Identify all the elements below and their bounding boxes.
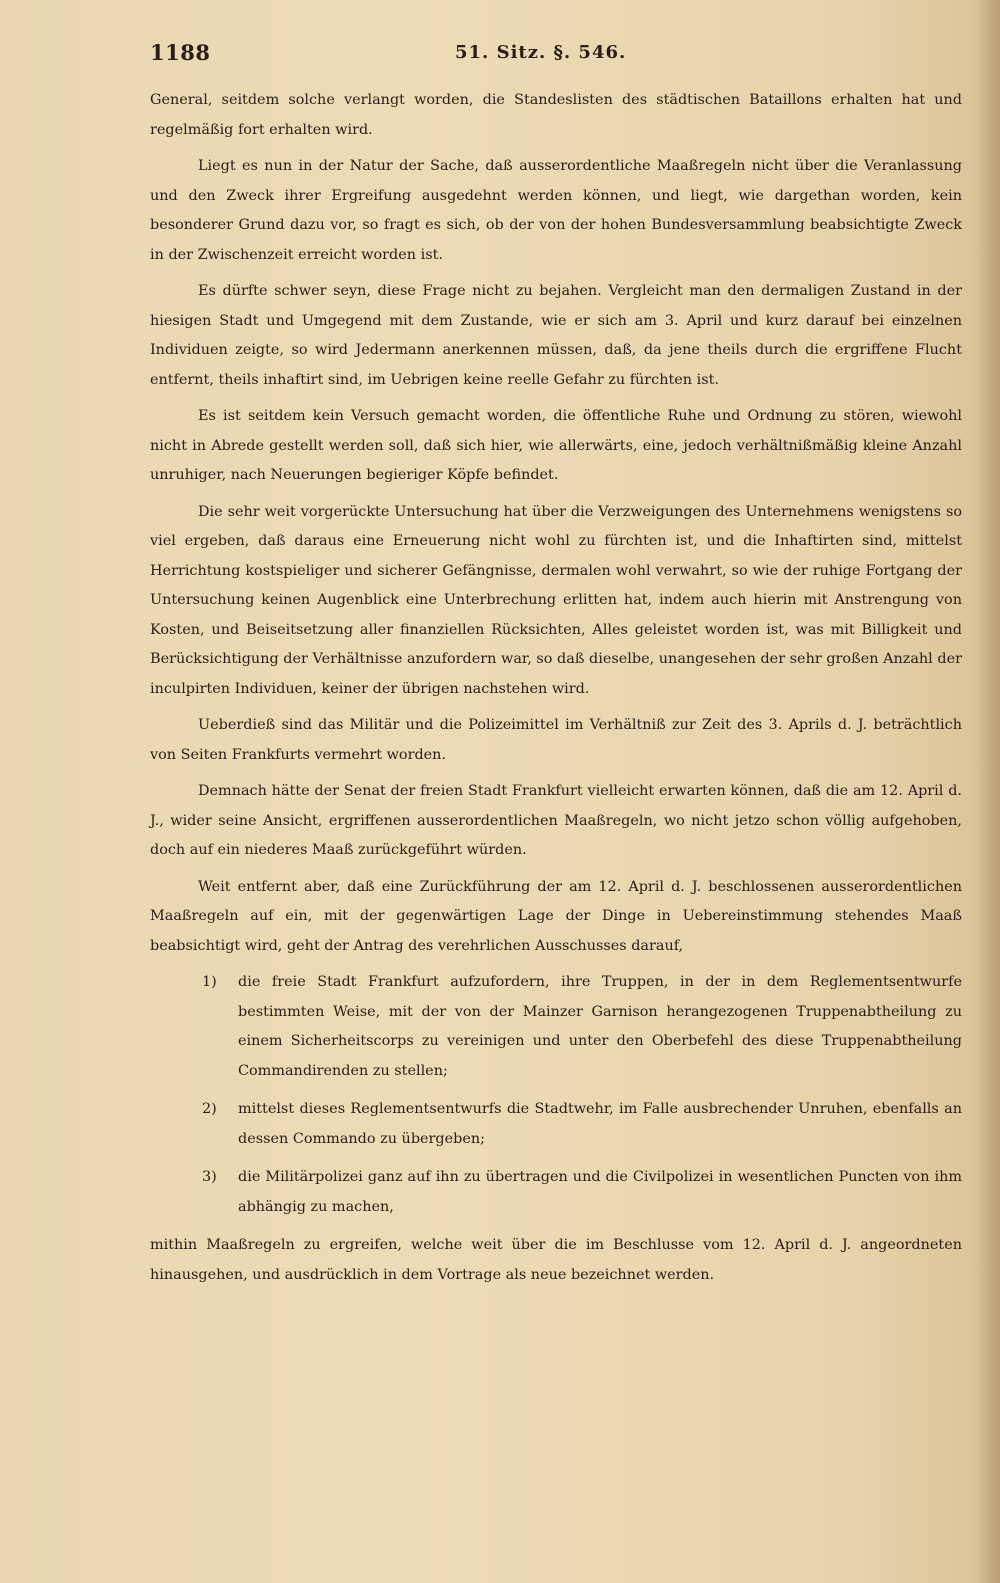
list-item-number: 1) bbox=[202, 974, 217, 990]
numbered-list bbox=[150, 968, 962, 1222]
paragraph: Liegt es nun in der Natur der Sache, daß ausserordentliche Maaßregeln nicht über die Veranlassung und den Zweck ihrer Ergreifung ausgedehnt werden können, und liegt, wie dargethan worden, kein besonderer Grund dazu vor, so fragt es sich, ob der von der hohen Bundesversammlung beabsichtigte Zweck in der Zwischenzeit erreicht worden ist. bbox=[150, 158, 962, 263]
closing-paragraph: mithin Maaßregeln zu ergreifen, welche weit über die im Beschlusse vom 12. April d. J. angeordneten hinausgehen, und ausdrücklich in dem Vortrage als neue bezeichnet werden. bbox=[150, 1237, 962, 1283]
paragraph: Demnach hätte der Senat der freien Stadt Frankfurt vielleicht erwarten können, daß die am 12. April d. J., wider seine Ansicht, ergriffenen ausserordentlichen Maaßregeln, wo nicht jetzo schon völlig aufgehoben, doch auf ein niederes Maaß zurückgeführt würden. bbox=[150, 783, 962, 858]
page-edge-shadow bbox=[974, 0, 1000, 1583]
list-item-text: die Militärpolizei ganz auf ihn zu übertragen und die Civilpolizei in wesentlichen Puncten von ihm abhängig zu machen, bbox=[238, 1169, 962, 1215]
list-item-text: die freie Stadt Frankfurt aufzufordern, ihre Truppen, in der in dem Reglementsentwurfe bestimmten Weise, mit der von der Mainzer Garnison herangezogenen Truppenabtheilung zu einem Sicherheitscorps zu vereinigen und unter den Oberbefehl des diese Truppenabtheilung Commandirenden zu stellen; bbox=[238, 974, 962, 1079]
paragraph: General, seitdem solche verlangt worden, die Standeslisten des städtischen Bataillons erhalten hat und regelmäßig fort erhalten wird. bbox=[150, 92, 962, 138]
list-item-number: 3) bbox=[202, 1169, 217, 1185]
page-number: 1188 bbox=[150, 40, 211, 65]
list-item bbox=[150, 1095, 962, 1154]
list-item-number: 2) bbox=[202, 1101, 217, 1117]
paragraph: Es dürfte schwer seyn, diese Frage nicht zu bejahen. Vergleicht man den dermaligen Zustand in der hiesigen Stadt und Umgegend mit dem Zustande, wie er sich am 3. April und kurz darauf bei einzelnen Individuen zeigte, so wird Jedermann anerkennen müssen, daß, da jene theils durch die ergriffene Flucht entfernt, theils inhaftirt sind, im Uebrigen keine reelle Gefahr zu fürchten ist. bbox=[150, 283, 962, 388]
running-head: 51. Sitz. §. 546. bbox=[455, 42, 627, 63]
paragraph: Weit entfernt aber, daß eine Zurückführung der am 12. April d. J. beschlossenen ausserordentlichen Maaßregeln auf ein, mit der gegenwärtigen Lage der Dinge in Uebereinstimmung stehendes Maaß beabsichtigt wird, geht der Antrag des verehrlichen Ausschusses darauf, bbox=[150, 878, 962, 954]
list-item bbox=[150, 968, 962, 1086]
page-header bbox=[150, 40, 960, 70]
list-item bbox=[150, 1163, 962, 1222]
page-body bbox=[150, 86, 962, 1297]
paragraph: Die sehr weit vorgerückte Untersuchung hat über die Verzweigungen des Unternehmens wenigstens so viel ergeben, daß daraus eine Erneuerung nicht wohl zu fürchten ist, und die Inhaftirten sind, mittelst Herrichtung kostspieliger und sicherer Gefängnisse, dermalen wohl verwahrt, so wie der ruhige Fortgang der Untersuchung keinen Augenblick eine Unterbrechung erlitten hat, indem auch hierin mit Anstrengung von Kosten, und Beiseitsetzung aller finanziellen Rücksichten, Alles geleistet worden ist, was mit Billigkeit und Berücksichtigung der Verhältnisse anzufordern war, so daß dieselbe, unangesehen der sehr großen Anzahl der inculpirten Individuen, keiner der übrigen nachstehen wird. bbox=[150, 503, 962, 697]
list-item-text: mittelst dieses Reglementsentwurfs die Stadtwehr, im Falle ausbrechender Unruhen, ebenfalls an dessen Commando zu übergeben; bbox=[238, 1101, 962, 1147]
paragraph: Es ist seitdem kein Versuch gemacht worden, die öffentliche Ruhe und Ordnung zu stören, wiewohl nicht in Abrede gestellt werden soll, daß sich hier, wie allerwärts, eine, jedoch verhältnißmäßig kleine Anzahl unruhiger, nach Neuerungen begieriger Köpfe befindet. bbox=[150, 408, 962, 483]
paragraph: Ueberdieß sind das Militär und die Polizeimittel im Verhältniß zur Zeit des 3. Aprils d. J. beträchtlich von Seiten Frankfurts vermehrt worden. bbox=[150, 717, 962, 763]
